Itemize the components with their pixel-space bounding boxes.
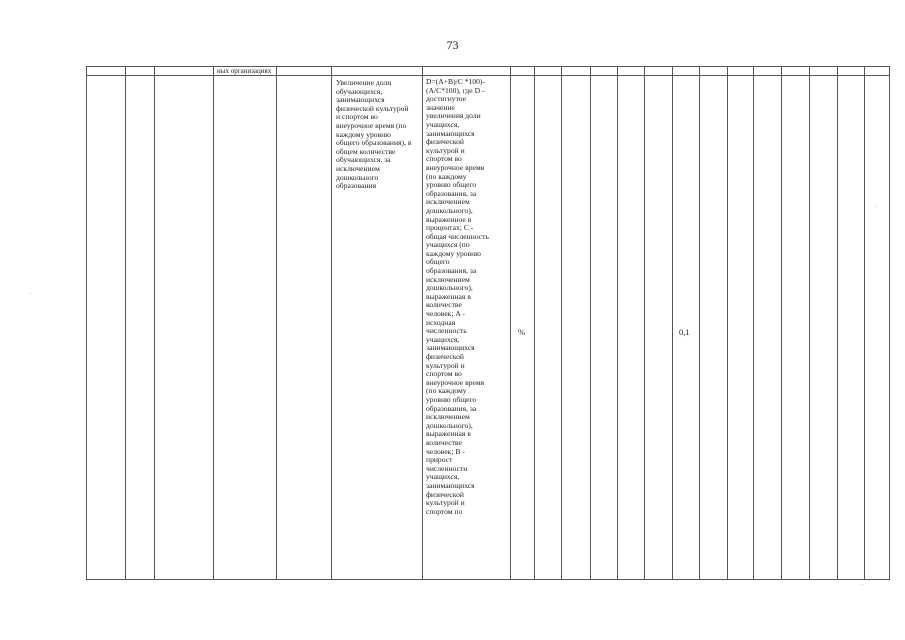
scan-speck (30, 293, 31, 294)
indicator-table (86, 66, 890, 580)
top-cell-text: ных организациях (217, 67, 272, 75)
col-divider-7 (510, 67, 511, 579)
formula-text: D=(A+B)/C *100)- (A/C*100), где D - достигнутое значение увеличения доли учащихся, занимающихся физической культурой и спортом во внеурочное время (по каждому уровню общего образования, за исключением дошкольного), выраженное в процентах; C - общая численность учащихся (по каждому уровню общего образования, за исключением дошкольного), выраженная в количестве человек; A - исходная численность учащихся, занимающихся физической культурой и спортом во внеурочное время (по каждому уровню общего образования, за исключением дошкольного), выраженная в количестве человек; B - прирост численности учащихся, занимающихся физической культурой и спортом по (426, 78, 489, 516)
col-divider-15 (727, 67, 728, 579)
col-divider-8 (534, 67, 535, 579)
col-divider-14 (699, 67, 700, 579)
col-divider-18 (809, 67, 810, 579)
indicator-name: Увеличение доли обучающихся, занимающихся физической культурой и спортом во внеурочное время (по каждому уровню общего образования), в общем количестве обучающихся, за исключением дошкольного образования (336, 79, 412, 191)
col-divider-5 (331, 67, 332, 579)
target-value: 0,1 (679, 327, 690, 337)
scan-speck (862, 584, 863, 585)
col-divider-2 (154, 67, 155, 579)
col-divider-4 (276, 67, 277, 579)
col-divider-10 (590, 67, 591, 579)
col-divider-19 (837, 67, 838, 579)
col-divider-9 (561, 67, 562, 579)
col-divider-12 (644, 67, 645, 579)
page-number: 73 (446, 38, 459, 52)
col-divider-11 (617, 67, 618, 579)
col-divider-1 (125, 67, 126, 579)
col-divider-20 (864, 67, 865, 579)
scan-speck (876, 206, 877, 207)
col-divider-16 (753, 67, 754, 579)
col-divider-6 (422, 67, 423, 579)
col-divider-13 (672, 67, 673, 579)
unit-value: % (518, 327, 526, 337)
col-divider-3 (213, 67, 214, 579)
col-divider-17 (781, 67, 782, 579)
header-row-divider (87, 75, 889, 76)
